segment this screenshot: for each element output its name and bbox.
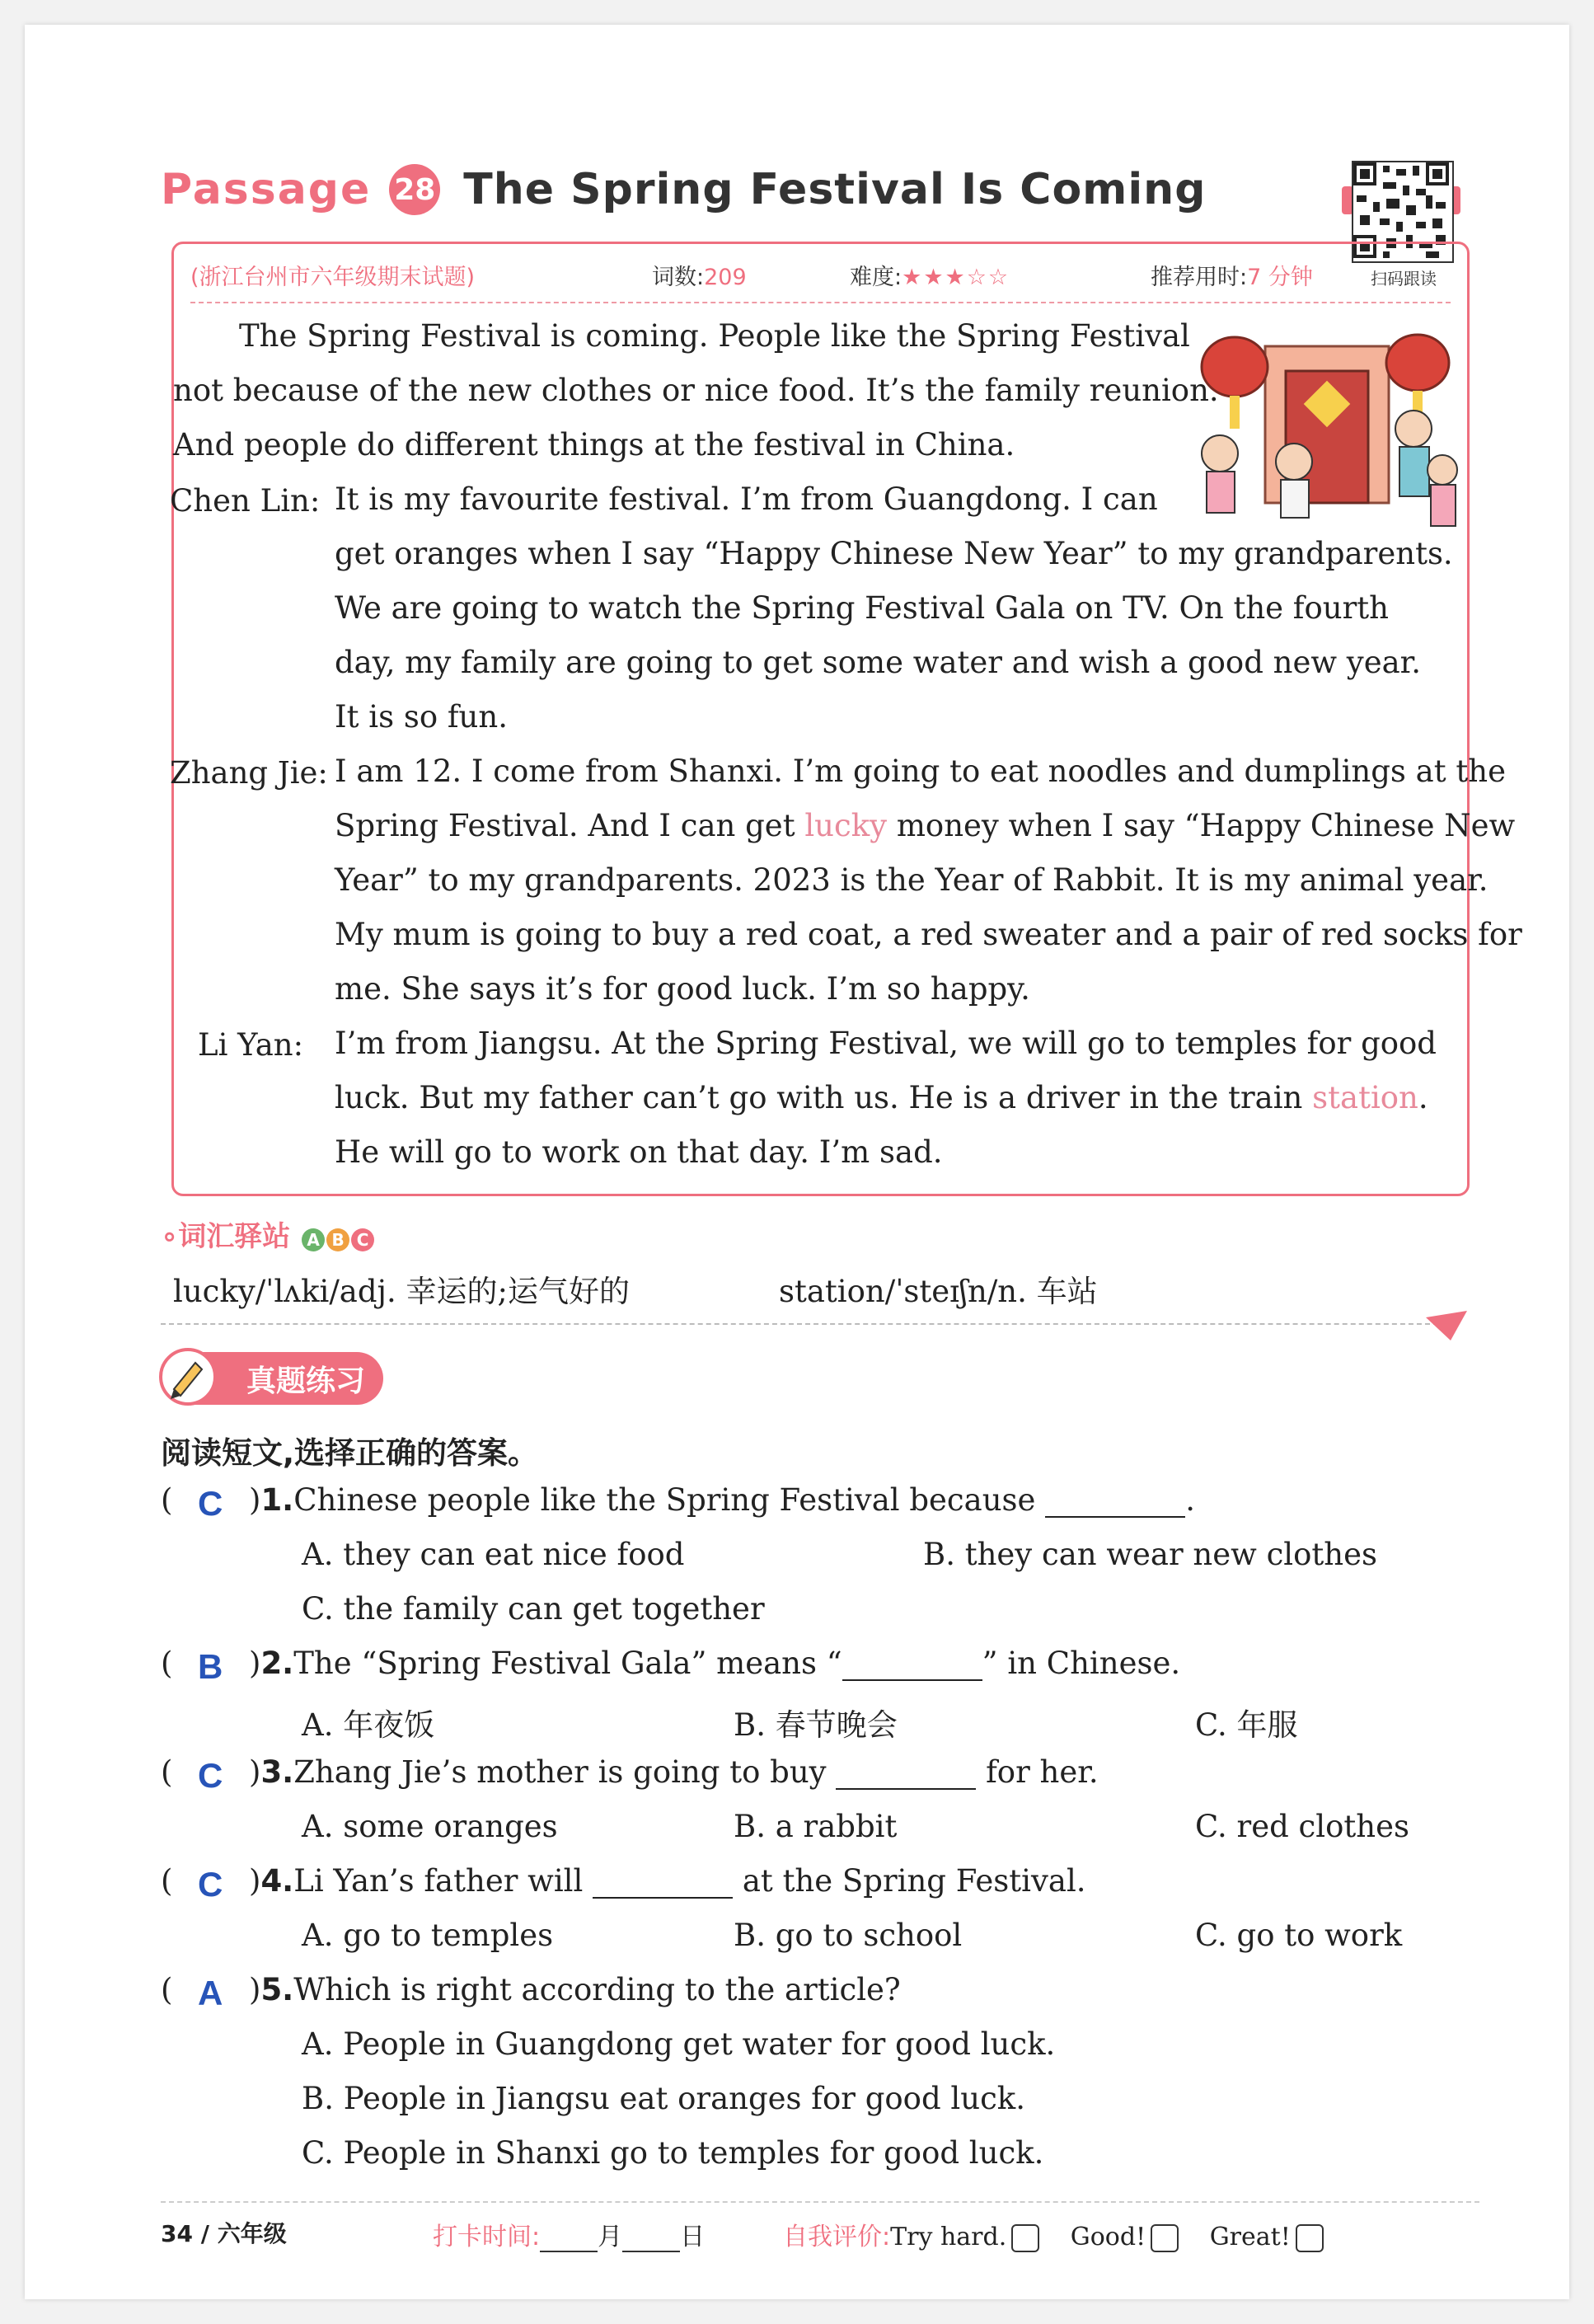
speaker-line: Year” to my grandparents. 2023 is the Year of Rabbit. It is my animal year. (335, 862, 1489, 898)
speaker-line: day, my family are going to get some water and wish a good new year. (335, 645, 1422, 680)
question-stem: Chinese people like the Spring Festival because (293, 1482, 1036, 1518)
option: B. they can wear new clothes (923, 1537, 1377, 1572)
answer-bracket: ( (161, 1646, 173, 1681)
speaker-line: I am 12. I come from Shanxi. I’m going to eat noodles and dumplings at the (335, 754, 1506, 789)
answer-bracket: ( (161, 1482, 173, 1518)
option: C. red clothes (1195, 1809, 1409, 1844)
source-text: (浙江台州市六年级期末试题) (190, 265, 476, 290)
vocab-heading-text: 词汇驿站 (178, 1220, 291, 1253)
speaker-line (335, 810, 1515, 843)
eval-good-checkbox[interactable] (1151, 2224, 1179, 2252)
paper-plane-icon (1426, 1311, 1467, 1340)
vocab-entry-lucky: lucky/ˈlʌki/adj. 幸运的;运气好的 (173, 1274, 631, 1309)
self-evaluation (783, 2216, 1324, 2252)
vocab-highlight-station: station (1312, 1080, 1418, 1115)
answer-blank (836, 1762, 976, 1790)
speaker-line: We are going to watch the Spring Festival Gala on TV. On the fourth (335, 590, 1389, 626)
speaker-name: Zhang Jie: (170, 755, 328, 791)
vocab-highlight-lucky: lucky (804, 808, 888, 843)
option: A. they can eat nice food (302, 1537, 685, 1572)
answer-q2[interactable]: B (198, 1647, 223, 1686)
eval-good-label: Good! (1070, 2223, 1146, 2251)
option: B. go to school (734, 1918, 963, 1953)
passage-meta (190, 259, 1451, 292)
vocab-divider (161, 1323, 1438, 1325)
festival-illustration-icon (1195, 330, 1459, 544)
speaker-line: He will go to work on that day. I’m sad. (335, 1134, 943, 1170)
difficulty-stars-icon: ★★★☆☆ (902, 265, 1010, 290)
difficulty (850, 259, 1010, 291)
day-label: 日 (680, 2223, 706, 2251)
recommended-time (1151, 259, 1313, 291)
eval-great-checkbox[interactable] (1296, 2224, 1324, 2252)
answer-bracket: ( (161, 1754, 173, 1790)
speaker-line: It is so fun. (335, 699, 508, 735)
word-count-label: 词数: (652, 265, 705, 290)
checkin-label: 打卡时间: (433, 2223, 541, 2251)
question-stem-end: . (1185, 1482, 1195, 1518)
difficulty-label: 难度: (850, 265, 902, 290)
month-label: 月 (598, 2223, 623, 2251)
question-3: )3.Zhang Jie’s mother is going to buy for her. (249, 1754, 1099, 1790)
question-5: )5.Which is right according to the article? (249, 1972, 901, 2007)
option: C. 年服 (1195, 1707, 1298, 1743)
eval-try-hard-checkbox[interactable] (1011, 2224, 1039, 2252)
question-stem-end: for her. (986, 1754, 1099, 1790)
page-number: 34 / 六年级 (161, 2220, 287, 2247)
speaker-line-part: Spring Festival. And I can get (335, 808, 795, 843)
practice-instruction: 阅读短文,选择正确的答案。 (161, 1435, 539, 1471)
question-number: 1. (260, 1482, 294, 1518)
word-count-value: 209 (704, 265, 747, 290)
passage-intro-line: And people do different things at the festival in China. (173, 427, 1015, 462)
question-stem: The “Spring Festival Gala” means “ (293, 1646, 842, 1681)
question-1: )1.Chinese people like the Spring Festival because . (249, 1482, 1195, 1518)
option: C. go to work (1195, 1918, 1403, 1953)
meta-divider (190, 302, 1451, 303)
question-stem: Which is right according to the article? (293, 1972, 901, 2007)
badge-c: C (351, 1228, 374, 1251)
option: C. People in Shanxi go to temples for good luck. (302, 2135, 1044, 2171)
eval-great-label: Great! (1209, 2223, 1291, 2251)
question-2: )2.The “Spring Festival Gala” means “ ” in Chinese. (249, 1646, 1181, 1681)
vocab-entry-station: station/ˈsteɪʃn/n. 车站 (779, 1274, 1098, 1309)
eval-try-hard-label: Try hard. (890, 2223, 1007, 2251)
answer-q5[interactable]: A (198, 1974, 223, 2012)
pencil-icon (159, 1348, 217, 1406)
speaker-line: me. She says it’s for good luck. I’m so happy. (335, 971, 1030, 1007)
passage-number-badge: 28 (389, 164, 440, 215)
option: A. go to temples (302, 1918, 554, 1953)
passage-header (161, 157, 1206, 223)
option: A. some oranges (302, 1809, 558, 1844)
month-field[interactable] (540, 2228, 598, 2252)
option: C. the family can get together (302, 1591, 765, 1627)
passage-title: The Spring Festival Is Coming (463, 165, 1207, 214)
question-number: 4. (260, 1863, 294, 1899)
answer-bracket: ( (161, 1972, 173, 2007)
abc-badge-icon (300, 1220, 374, 1253)
badge-a: A (302, 1228, 325, 1251)
passage-label: Passage (161, 165, 372, 214)
question-stem-end: at the Spring Festival. (742, 1863, 1086, 1899)
word-count (652, 259, 747, 291)
speaker-name: Li Yan: (198, 1027, 304, 1063)
answer-bracket: ( (161, 1863, 173, 1899)
option: B. a rabbit (734, 1809, 898, 1844)
passage-intro-line: not because of the new clothes or nice food. It’s the family reunion. (173, 373, 1219, 408)
checkin-time (433, 2216, 705, 2252)
question-number: 5. (260, 1972, 294, 2007)
question-4: )4.Li Yan’s father will at the Spring Festival. (249, 1863, 1086, 1899)
badge-b: B (326, 1228, 349, 1251)
practice-badge: 真题练习 (161, 1352, 383, 1405)
self-eval-label: 自我评价: (783, 2223, 891, 2251)
speaker-line: My mum is going to buy a red coat, a red sweater and a pair of red socks for (335, 917, 1522, 952)
question-number: 3. (260, 1754, 294, 1790)
passage-intro-line: The Spring Festival is coming. People like the Spring Festival (239, 318, 1190, 354)
answer-q4[interactable]: C (198, 1865, 223, 1904)
vocab-heading: ∘词汇驿站 A B C (161, 1214, 374, 1254)
time-label: 推荐用时: (1151, 265, 1248, 290)
option: B. People in Jiangsu eat oranges for good luck. (302, 2081, 1025, 2116)
speaker-line-part: money when I say “Happy Chinese New (896, 808, 1516, 843)
workbook-page (25, 25, 1569, 2299)
speaker-line: It is my favourite festival. I’m from Guangdong. I can (335, 481, 1158, 517)
answer-q3[interactable]: C (198, 1756, 223, 1795)
footer-divider (161, 2201, 1479, 2203)
qr-label: 扫码跟读 (1371, 269, 1437, 289)
question-stem: Li Yan’s father will (293, 1863, 584, 1899)
speaker-line: get oranges when I say “Happy Chinese New Year” to my grandparents. (335, 536, 1453, 571)
answer-blank (593, 1871, 733, 1899)
answer-q1[interactable]: C (198, 1484, 223, 1523)
question-stem-end: ” in Chinese. (982, 1646, 1181, 1681)
question-number: 2. (260, 1646, 294, 1681)
answer-blank (1045, 1490, 1185, 1518)
answer-blank (842, 1653, 982, 1681)
option: B. 春节晚会 (734, 1707, 898, 1743)
question-stem: Zhang Jie’s mother is going to buy (293, 1754, 827, 1790)
speaker-line: I’m from Jiangsu. At the Spring Festival, we will go to temples for good (335, 1026, 1437, 1061)
speaker-name: Chen Lin: (170, 483, 321, 519)
speaker-line (335, 1082, 1428, 1115)
speaker-line-part: luck. But my father can’t go with us. He is a driver in the train (335, 1080, 1303, 1115)
speaker-line-part: . (1418, 1080, 1428, 1115)
day-field[interactable] (622, 2228, 680, 2252)
option: A. People in Guangdong get water for good luck. (302, 2026, 1056, 2062)
time-value: 7 分钟 (1247, 265, 1313, 290)
option: A. 年夜饭 (302, 1707, 435, 1743)
